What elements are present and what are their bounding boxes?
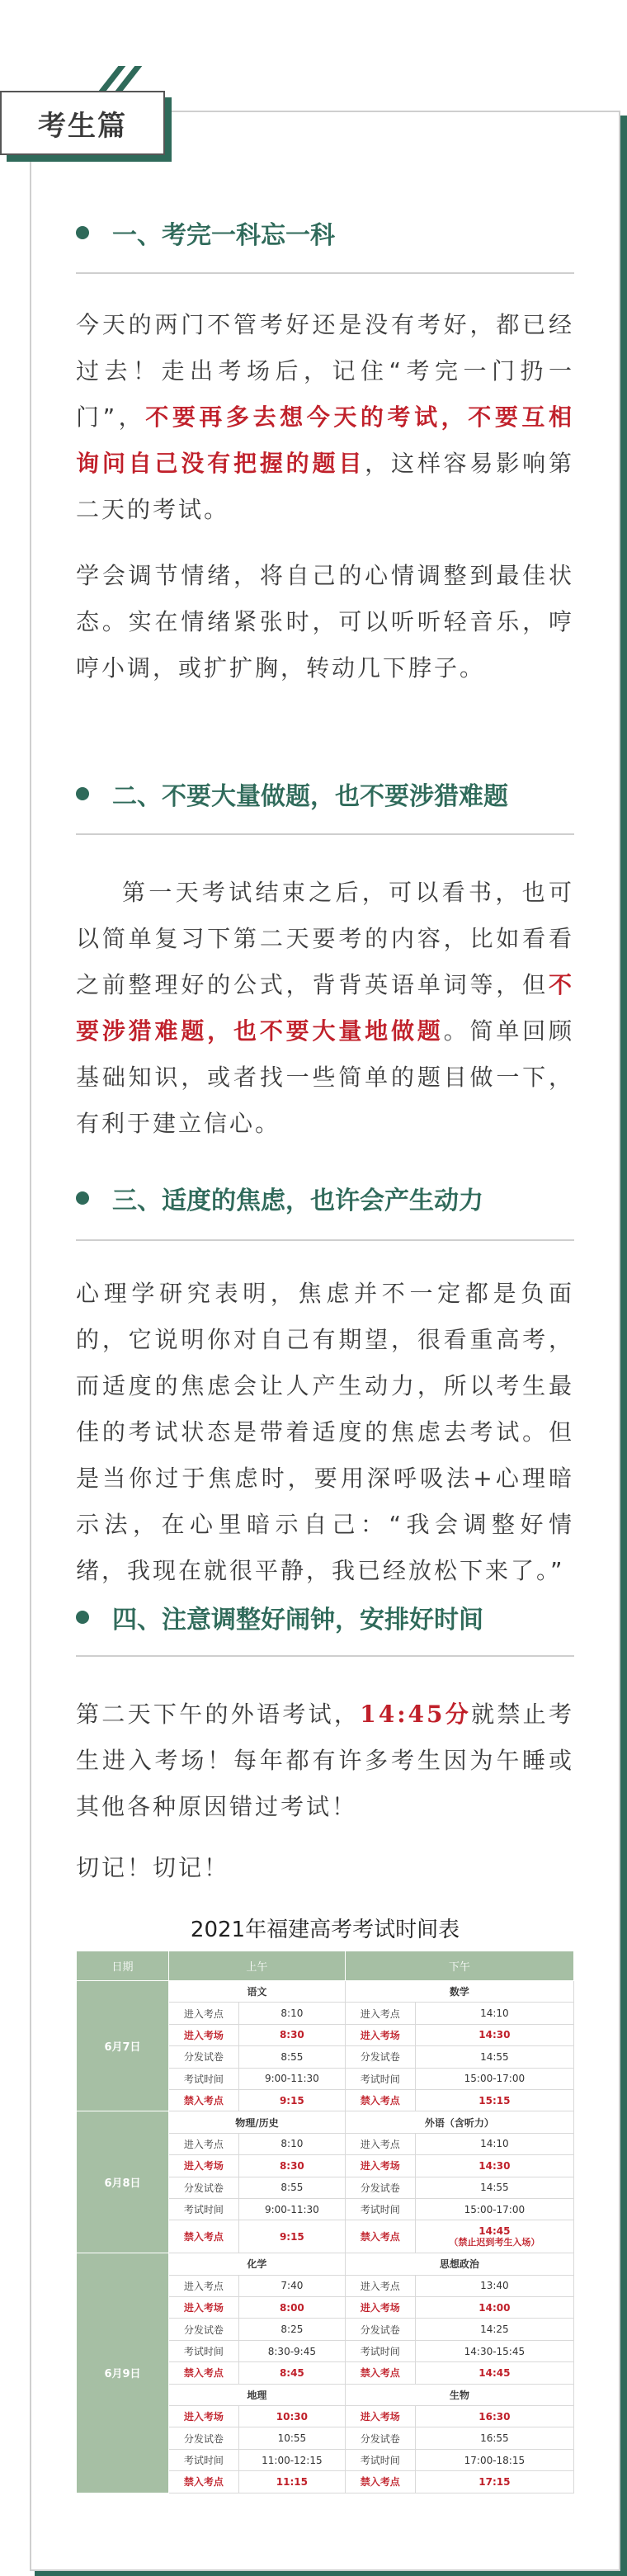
header-date: 日期 bbox=[77, 1951, 169, 1981]
table-cell: 17:15 bbox=[415, 2471, 573, 2493]
table-cell: 9:00-11:30 bbox=[238, 2068, 345, 2089]
header-am: 上午 bbox=[169, 1951, 346, 1981]
table-cell: 考试时间 bbox=[345, 2340, 415, 2361]
divider bbox=[76, 1239, 574, 1241]
heading-text: 三、适度的焦虑，也许会产生动力 bbox=[112, 1187, 483, 1215]
subject-cell: 化学 bbox=[169, 2253, 346, 2275]
heading-text: 一、考完一科忘一科 bbox=[112, 221, 335, 250]
subject-cell: 地理 bbox=[169, 2384, 346, 2405]
text: 第一天考试结束之后，可以看书，也可以简单复习下第二天要考的内容，比如看看之前整理好的公式，背背英语单词等，但 bbox=[76, 879, 574, 998]
day-cell: 6月7日 bbox=[77, 1981, 169, 2111]
table-cell: 进入考场 bbox=[345, 2297, 415, 2319]
table-cell: 14:55 bbox=[415, 2177, 573, 2198]
ban-note: （禁止迟到考生入场） bbox=[449, 2237, 540, 2248]
table-cell: 7:40 bbox=[238, 2275, 345, 2296]
day-cell: 6月8日 bbox=[77, 2111, 169, 2253]
section-tag bbox=[0, 66, 173, 165]
table-cell: 进入考点 bbox=[345, 2275, 415, 2296]
table-cell: 14:10 bbox=[415, 2003, 573, 2024]
table-cell: 9:15 bbox=[238, 2089, 345, 2111]
section-1-paragraph-1 bbox=[76, 302, 574, 533]
table-cell: 14:00 bbox=[415, 2297, 573, 2319]
bullet-dot bbox=[76, 787, 89, 800]
table-cell: 分发试卷 bbox=[169, 2319, 239, 2340]
table-cell: 11:00-12:15 bbox=[238, 2449, 345, 2470]
table-cell: 进入考场 bbox=[345, 2406, 415, 2427]
table-cell: 8:00 bbox=[238, 2297, 345, 2319]
text: 第二天下午的外语考试， bbox=[76, 1701, 361, 1728]
section-1-heading bbox=[76, 216, 574, 249]
table-cell: 进入考点 bbox=[169, 2275, 239, 2296]
text: 今天的两门不管考好还是没有考好，都已经过去！走出考场后，记住“考完一门扔一门”， bbox=[76, 311, 574, 431]
table-cell: 禁入考点 bbox=[169, 2089, 239, 2111]
table-cell: 考试时间 bbox=[169, 2198, 239, 2220]
table-cell: 15:00-17:00 bbox=[415, 2068, 573, 2089]
divider bbox=[76, 833, 574, 835]
table-cell: 10:55 bbox=[238, 2427, 345, 2449]
table-cell: 考试时间 bbox=[345, 2198, 415, 2220]
table-cell: 进入考场 bbox=[169, 2406, 239, 2427]
table-title: 2021年福建高考考试时间表 bbox=[190, 1918, 460, 1942]
table-cell: 16:55 bbox=[415, 2427, 573, 2449]
subject-cell: 数学 bbox=[345, 1981, 573, 2003]
table-cell: 进入考点 bbox=[169, 2003, 239, 2024]
exam-schedule-table bbox=[76, 1951, 574, 2493]
table-cell: 分发试卷 bbox=[169, 2427, 239, 2449]
table-cell: 8:45 bbox=[238, 2362, 345, 2384]
text: 。简单回顾基础知识，或者找一些简单的题目做一下，有利于建立信心。 bbox=[76, 1017, 574, 1137]
table-cell: 进入考点 bbox=[169, 2133, 239, 2154]
divider bbox=[76, 272, 574, 274]
table-cell: 8:55 bbox=[238, 2046, 345, 2068]
section-4-paragraph-2: 切记！切记！ bbox=[76, 1854, 230, 1881]
table-cell: 16:30 bbox=[415, 2406, 573, 2427]
highlight-text: 不要再多去想今天的考试，不要互相询问自己没有把握的题目 bbox=[76, 403, 574, 477]
deadline-time: 14:45分 bbox=[360, 1701, 472, 1728]
table-cell: 考试时间 bbox=[169, 2449, 239, 2470]
table-cell: 14:45 bbox=[415, 2362, 573, 2384]
table-cell: 考试时间 bbox=[345, 2068, 415, 2089]
table-cell: 禁入考点 bbox=[169, 2471, 239, 2493]
table-cell: 14:55 bbox=[415, 2046, 573, 2068]
text: 就禁止考生进入考场！每年都有许多考生因为午睡或其他各种原因错过考试！ bbox=[76, 1701, 574, 1820]
section-3-paragraph-1: 心理学研究表明，焦虑并不一定都是负面的，它说明你对自己有期望，很看重高考，而适度的焦虑会让人产生动力，所以考生最佳的考试状态是带着适度的焦虑去考试。但是当你过于焦虑时，要用深呼吸法+心理暗示法，在心里暗示自己：“我会调整好情绪，我现在就很平静，我已经放松下来了。” bbox=[76, 1280, 574, 1584]
table-cell: 禁入考点 bbox=[345, 2362, 415, 2384]
table-cell: 8:30 bbox=[238, 2024, 345, 2045]
text: ，这样容易影响第二天的考试。 bbox=[76, 450, 574, 523]
table-cell: 禁入考点 bbox=[345, 2220, 415, 2253]
table-cell: 15:00-17:00 bbox=[415, 2198, 573, 2220]
table-cell: 禁入考点 bbox=[345, 2089, 415, 2111]
table-cell: 11:15 bbox=[238, 2471, 345, 2493]
table-cell: 进入考点 bbox=[345, 2003, 415, 2024]
table-cell: 8:10 bbox=[238, 2003, 345, 2024]
table-cell: 14:10 bbox=[415, 2133, 573, 2154]
table-cell: 8:55 bbox=[238, 2177, 345, 2198]
table-cell: 分发试卷 bbox=[345, 2046, 415, 2068]
table-cell: 分发试卷 bbox=[345, 2177, 415, 2198]
table-cell: 分发试卷 bbox=[345, 2319, 415, 2340]
table-cell: 进入考场 bbox=[169, 2155, 239, 2177]
section-4-heading bbox=[76, 1601, 574, 1634]
tag-label: 考生篇 bbox=[38, 109, 127, 143]
subject-cell: 生物 bbox=[345, 2384, 573, 2405]
subject-cell: 物理/历史 bbox=[169, 2111, 346, 2133]
subject-cell: 语文 bbox=[169, 1981, 346, 2003]
section-2-paragraph-1 bbox=[76, 870, 574, 1147]
table-cell: 8:10 bbox=[238, 2133, 345, 2154]
ban-time: 14:45 bbox=[478, 2225, 511, 2238]
table-cell: 14:30 bbox=[415, 2155, 573, 2177]
table-cell: 禁入考点 bbox=[169, 2220, 239, 2253]
table-cell: 禁入考点 bbox=[169, 2362, 239, 2384]
table-cell: 14:30-15:45 bbox=[415, 2340, 573, 2361]
subject-cell: 外语（含听力） bbox=[345, 2111, 573, 2133]
section-3-heading bbox=[76, 1182, 574, 1215]
bullet-dot bbox=[76, 1611, 89, 1624]
table-cell: 8:30 bbox=[238, 2155, 345, 2177]
table-cell: 8:30-9:45 bbox=[238, 2340, 345, 2361]
highlight-text: 不要涉猎难题，也不要大量地做题 bbox=[76, 971, 574, 1045]
table-cell: 14:25 bbox=[415, 2319, 573, 2340]
heading-text: 二、不要大量做题，也不要涉猎难题 bbox=[112, 782, 508, 811]
table-cell: 进入考场 bbox=[169, 2297, 239, 2319]
table-cell: 进入考点 bbox=[345, 2133, 415, 2154]
table-cell: 分发试卷 bbox=[345, 2427, 415, 2449]
table-cell: 分发试卷 bbox=[169, 2046, 239, 2068]
table-cell: 13:40 bbox=[415, 2275, 573, 2296]
table-cell: 10:30 bbox=[238, 2406, 345, 2427]
section-2-heading bbox=[76, 777, 574, 810]
table-cell: 8:25 bbox=[238, 2319, 345, 2340]
table-cell: 进入考场 bbox=[345, 2024, 415, 2045]
divider bbox=[76, 1655, 574, 1657]
table-cell: 禁入考点 bbox=[345, 2471, 415, 2493]
tag-box bbox=[0, 91, 165, 155]
table-cell: 考试时间 bbox=[169, 2068, 239, 2089]
table-cell: 进入考场 bbox=[169, 2024, 239, 2045]
heading-text: 四、注意调整好闹钟，安排好时间 bbox=[112, 1606, 483, 1635]
day-cell: 6月9日 bbox=[77, 2253, 169, 2493]
table-cell: 9:00-11:30 bbox=[238, 2198, 345, 2220]
table-cell: 考试时间 bbox=[169, 2340, 239, 2361]
table-cell: 分发试卷 bbox=[169, 2177, 239, 2198]
header-pm: 下午 bbox=[345, 1951, 573, 1981]
section-4-paragraph-1 bbox=[76, 1691, 574, 1830]
table-cell: 17:00-18:15 bbox=[415, 2449, 573, 2470]
bullet-dot bbox=[76, 226, 89, 239]
bullet-dot bbox=[76, 1191, 89, 1205]
table-cell: 9:15 bbox=[238, 2220, 345, 2253]
table-cell: 考试时间 bbox=[345, 2449, 415, 2470]
section-1-paragraph-2: 学会调节情绪，将自己的心情调整到最佳状态。实在情绪紧张时，可以听听轻音乐，哼哼小调，或扩扩胸，转动几下脖子。 bbox=[76, 562, 574, 682]
table-cell: 进入考场 bbox=[345, 2155, 415, 2177]
table-cell: 15:15 bbox=[415, 2089, 573, 2111]
table-cell bbox=[415, 2220, 573, 2253]
table-cell: 14:30 bbox=[415, 2024, 573, 2045]
subject-cell: 思想政治 bbox=[345, 2253, 573, 2275]
